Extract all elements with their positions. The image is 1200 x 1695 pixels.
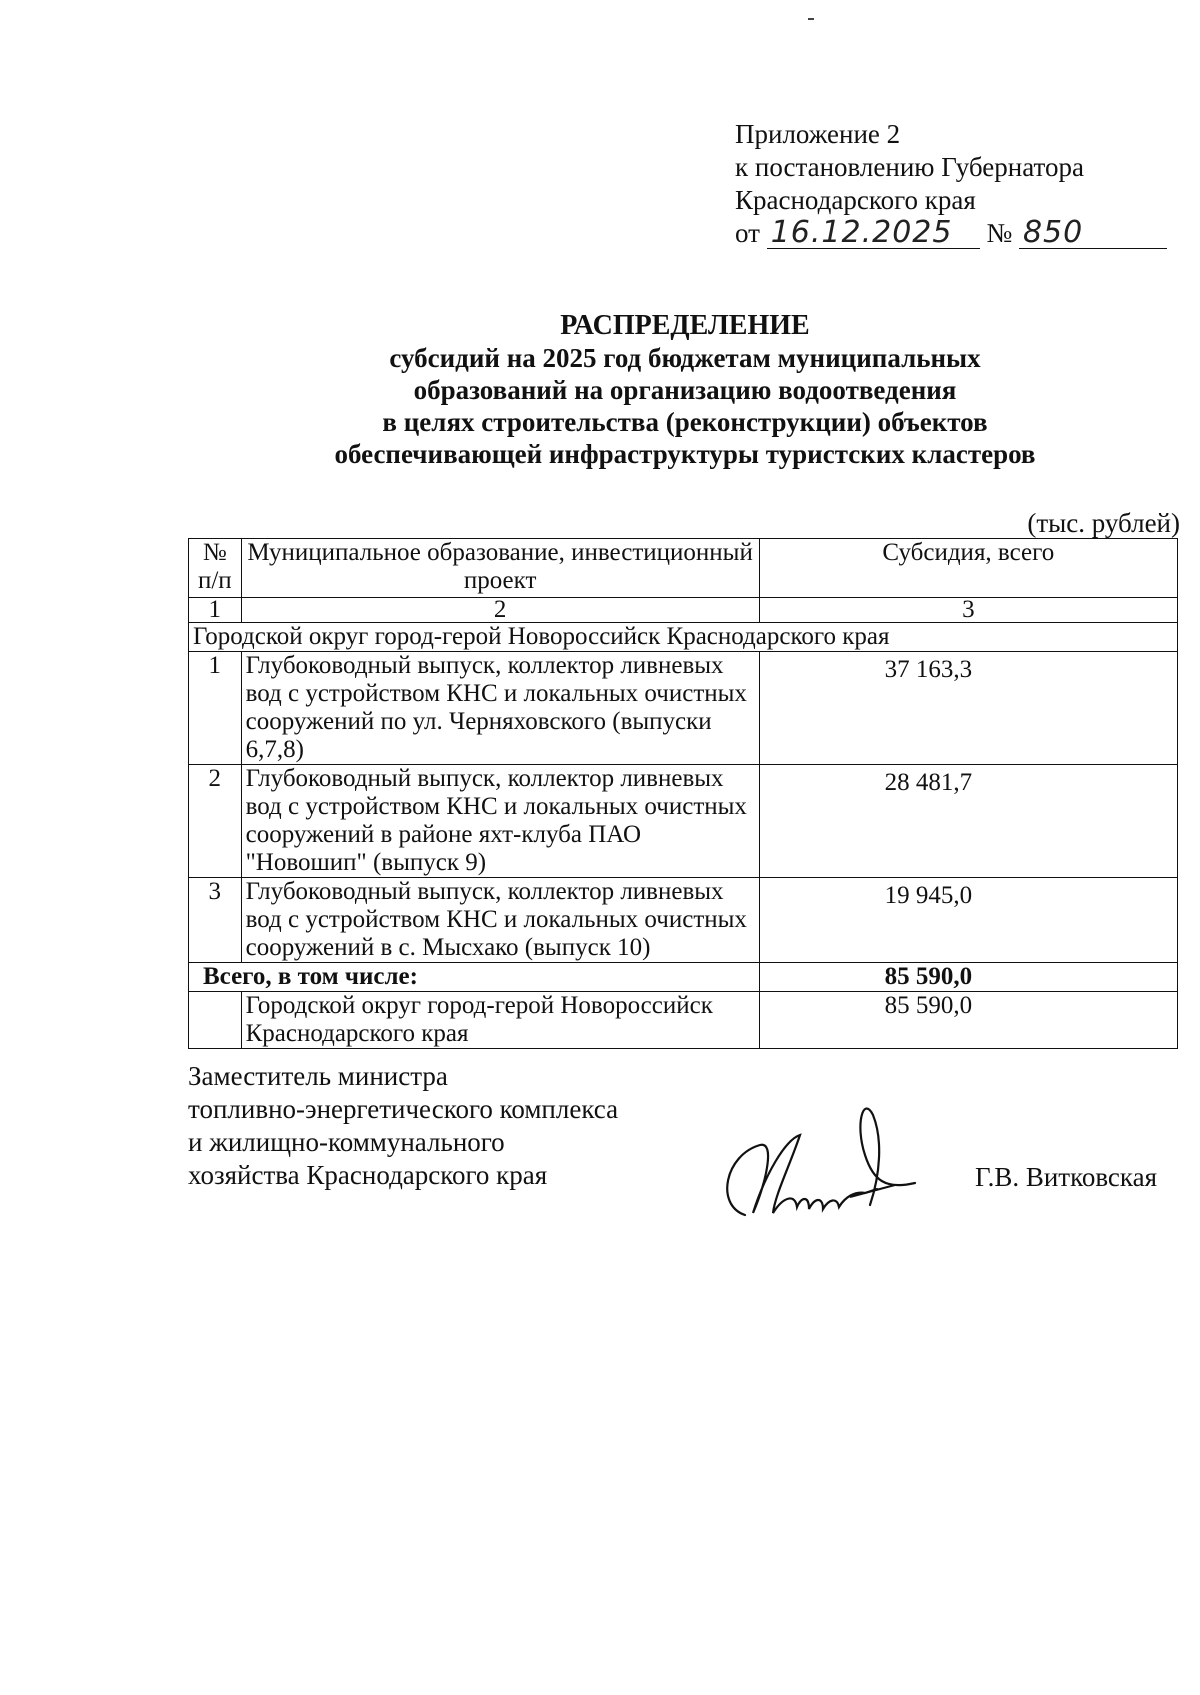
signatory-title-line-4: хозяйства Краснодарского края [188, 1160, 548, 1190]
signatory-name: Г.В. Витковская [975, 1162, 1158, 1192]
scan-speck [808, 18, 814, 20]
units-label: (тыс. рублей) [1027, 508, 1180, 538]
header-name: Муниципальное образование, инвестиционный проект [241, 539, 759, 598]
group-title: Городской округ город-герой Новороссийск Краснодарского края [189, 623, 1178, 652]
handwritten-number: 850 [1019, 218, 1167, 249]
signature-stroke [860, 1109, 915, 1205]
signatory-title-line-3: и жилищно-коммунального [188, 1127, 505, 1157]
table-row [189, 652, 1178, 765]
appendix-line-2: к постановлению Губернатора [735, 152, 1084, 182]
title-line-2: образований на организацию водоотведения [413, 375, 957, 405]
handwritten-signature [705, 1085, 945, 1235]
handwritten-date: 16.12.2025 [767, 218, 980, 249]
total-row [189, 963, 1178, 992]
distribution-table [188, 538, 1178, 1049]
title-line-3: в целях строительства (реконструкции) объектов [382, 407, 988, 437]
table-row [189, 765, 1178, 878]
group-title-row [189, 623, 1178, 652]
date-prefix: от [735, 218, 760, 248]
column-index: 1 [189, 598, 242, 623]
signatory-title-line-1: Заместитель министра [188, 1061, 448, 1091]
subsidy-amount: 37 163,3 [759, 652, 1177, 765]
title-line-4: обеспечивающей инфраструктуры туристских кластеров [334, 439, 1036, 469]
appendix-block [735, 118, 1167, 250]
title-heading: РАСПРЕДЕЛЕНИЕ [560, 310, 810, 341]
project-name: Глубоководный выпуск, коллектор ливневых вод с устройством КНС и локальных очистных сооружений в районе яхт-клуба ПАО "Новошип" (выпуск 9) [241, 765, 759, 878]
breakdown-num-empty [189, 992, 242, 1049]
header-num: № п/п [189, 539, 242, 598]
breakdown-row [189, 992, 1178, 1049]
total-amount: 85 590,0 [759, 963, 1177, 992]
project-name: Глубоководный выпуск, коллектор ливневых вод с устройством КНС и локальных очистных сооружений по ул. Черняховского (выпуски 6,7,8) [241, 652, 759, 765]
table-header-row [189, 539, 1178, 598]
breakdown-amount: 85 590,0 [759, 992, 1177, 1049]
signature-stroke [727, 1135, 877, 1215]
header-amount: Субсидия, всего [759, 539, 1177, 598]
breakdown-name: Городской округ город-герой Новороссийск Краснодарского края [241, 992, 759, 1049]
column-index-row [189, 598, 1178, 623]
subsidy-amount: 19 945,0 [759, 878, 1177, 963]
column-index: 3 [759, 598, 1177, 623]
row-number: 1 [189, 652, 242, 765]
table-row [189, 878, 1178, 963]
row-number: 2 [189, 765, 242, 878]
row-number: 3 [189, 878, 242, 963]
signatory-title [188, 1060, 618, 1192]
subsidy-amount: 28 481,7 [759, 765, 1177, 878]
document-title [0, 310, 1200, 470]
title-line-1: субсидий на 2025 год бюджетам муниципальных [389, 343, 981, 373]
total-label: Всего, в том числе: [189, 963, 760, 992]
signatory-title-line-2: топливно-энергетического комплекса [188, 1094, 619, 1124]
appendix-line-1: Приложение 2 [735, 119, 901, 149]
appendix-line-3: Краснодарского края [735, 185, 976, 215]
number-prefix: № [986, 218, 1013, 248]
project-name: Глубоководный выпуск, коллектор ливневых вод с устройством КНС и локальных очистных сооружений в с. Мысхако (выпуск 10) [241, 878, 759, 963]
column-index: 2 [241, 598, 759, 623]
appendix-date-line [735, 217, 1167, 250]
